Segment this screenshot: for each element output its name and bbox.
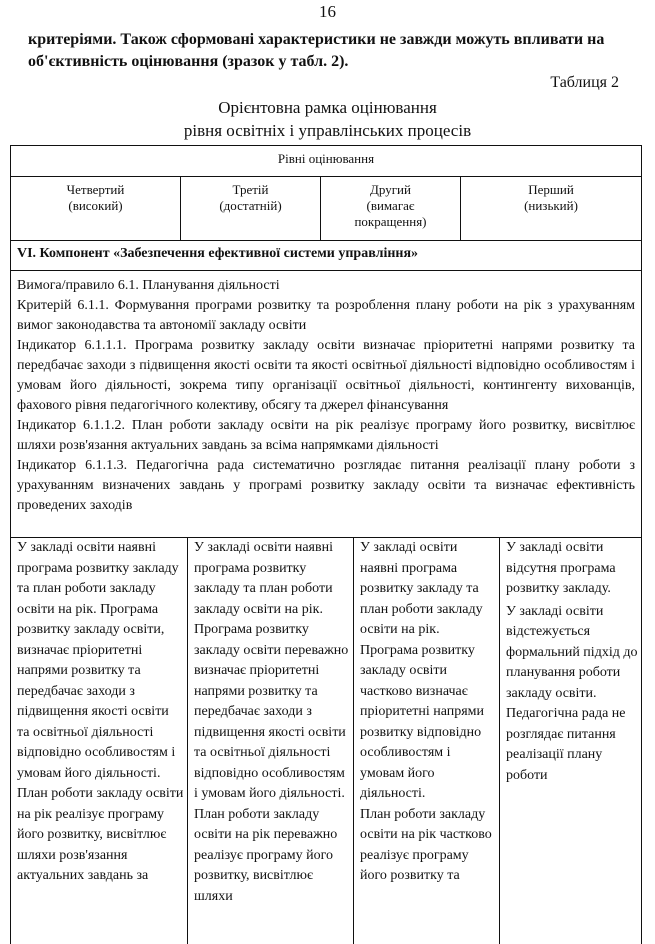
description-paragraph: План роботи закладу освіти на рік реалізує програму його розвитку, висвітлює шляхи розв'язання актуальних завдань за bbox=[17, 786, 184, 883]
page-number: 16 bbox=[319, 2, 336, 21]
table-title-line-2: рівня освітніх і управлінських процесів bbox=[183, 121, 472, 140]
level-first bbox=[460, 176, 641, 240]
description-paragraph: У закладі освіти відсутня програма розвитку закладу. bbox=[506, 540, 616, 596]
level-name: Третій bbox=[232, 182, 269, 197]
indicator-6-1-1-3: Індикатор 6.1.1.3. Педагогічна рада систематично розглядає питання реалізації плану роботи з урахуванням визначених завдань у програмі розвитку закладу освіти та визначає ефективність проведених заходів bbox=[17, 458, 635, 513]
level-second bbox=[320, 176, 460, 240]
levels-row bbox=[11, 176, 641, 241]
level-note: (достатній) bbox=[219, 198, 282, 213]
description-level-third bbox=[187, 538, 353, 944]
level-name: Другий bbox=[370, 182, 411, 197]
criterion: Критерій 6.1.1. Формування програми розвитку та розроблення плану роботи на рік з урахуванням вимог законодавства та автономії закладу освіти bbox=[17, 298, 635, 333]
level-note: (вимагає покращення) bbox=[354, 198, 427, 229]
component-title: VI. Компонент «Забезпечення ефективної системи управління» bbox=[11, 240, 641, 271]
assessment-framework-table bbox=[10, 145, 642, 944]
description-paragraph: У закладі освіти наявні програма розвитку закладу та план роботи закладу освіти на рік. Програма розвитку закладу освіти, визначає пріоритетні напрями розвитку та передбачає заходи з підвищення якості освіти та освітньої діяльності відповідно особливостям і умовам його діяльності. bbox=[17, 540, 179, 781]
indicator-6-1-1-2: Індикатор 6.1.1.2. План роботи закладу освіти на рік реалізує програму його розвитку, висвітлює шляхи розв'язання актуальних завдань за всіма напрямками діяльності bbox=[17, 418, 635, 453]
description-paragraph: У закладі освіти наявні програма розвитку закладу та план роботи закладу освіти на рік. Програма розвитку закладу освіти частково визначає пріоритетні напрями розвитку відповідно особливостям і умовам його діяльності. bbox=[360, 540, 485, 801]
level-name: Четвертий bbox=[66, 182, 125, 197]
description-level-second bbox=[353, 538, 499, 944]
table-title-line-1: Орієнтовна рамка оцінювання bbox=[218, 98, 437, 117]
level-third bbox=[180, 176, 320, 240]
level-note: (низький) bbox=[524, 198, 578, 213]
table-label: Таблиця 2 bbox=[550, 74, 619, 91]
description-paragraph: У закладі освіти наявні програма розвитку закладу та план роботи закладу освіти на рік. Програма розвитку закладу освіти переважно визначає пріоритетні напрями розвитку та передбачає заходи з підвищення якості освіти та освітньої діяльності відповідно особливостям і умовам його діяльності. План роботи закладу освіти на рік переважно реалізує програму його розвитку, висвітлює шляхи bbox=[194, 540, 349, 904]
description-level-fourth bbox=[11, 538, 187, 944]
level-descriptions-row bbox=[11, 538, 641, 944]
levels-header: Рівні оцінювання bbox=[11, 146, 641, 177]
requirements-block bbox=[11, 276, 641, 538]
level-name: Перший bbox=[528, 182, 574, 197]
level-fourth bbox=[11, 176, 180, 240]
indicator-6-1-1-1: Індикатор 6.1.1.1. Програма розвитку закладу освіти визначає пріоритетні напрями розвитку та передбачає заходи з підвищення якості освіти та якості освітньої діяльності відповідно особливостям і умовам його діяльності, зокрема типу організації освітньої діяльності, контингенту вихованців, фахового рівня педагогічного колективу, обсягу та джерел фінансування bbox=[17, 338, 635, 413]
intro-paragraph: критеріями. Також сформовані характеристики не завжди можуть впливати на об'єктивність оцінювання (зразок у табл. 2). bbox=[28, 31, 605, 70]
description-level-first bbox=[499, 538, 641, 944]
level-note: (високий) bbox=[68, 198, 123, 213]
requirement-rule: Вимога/правило 6.1. Планування діяльності bbox=[17, 278, 280, 293]
description-paragraph: У закладі освіти відстежується формальний підхід до планування роботи закладу освіти. Педагогічна рада не розглядає питання реалізації плану роботи bbox=[506, 603, 638, 783]
description-paragraph: План роботи закладу освіти на рік частково реалізує програму його розвитку та bbox=[360, 806, 492, 883]
